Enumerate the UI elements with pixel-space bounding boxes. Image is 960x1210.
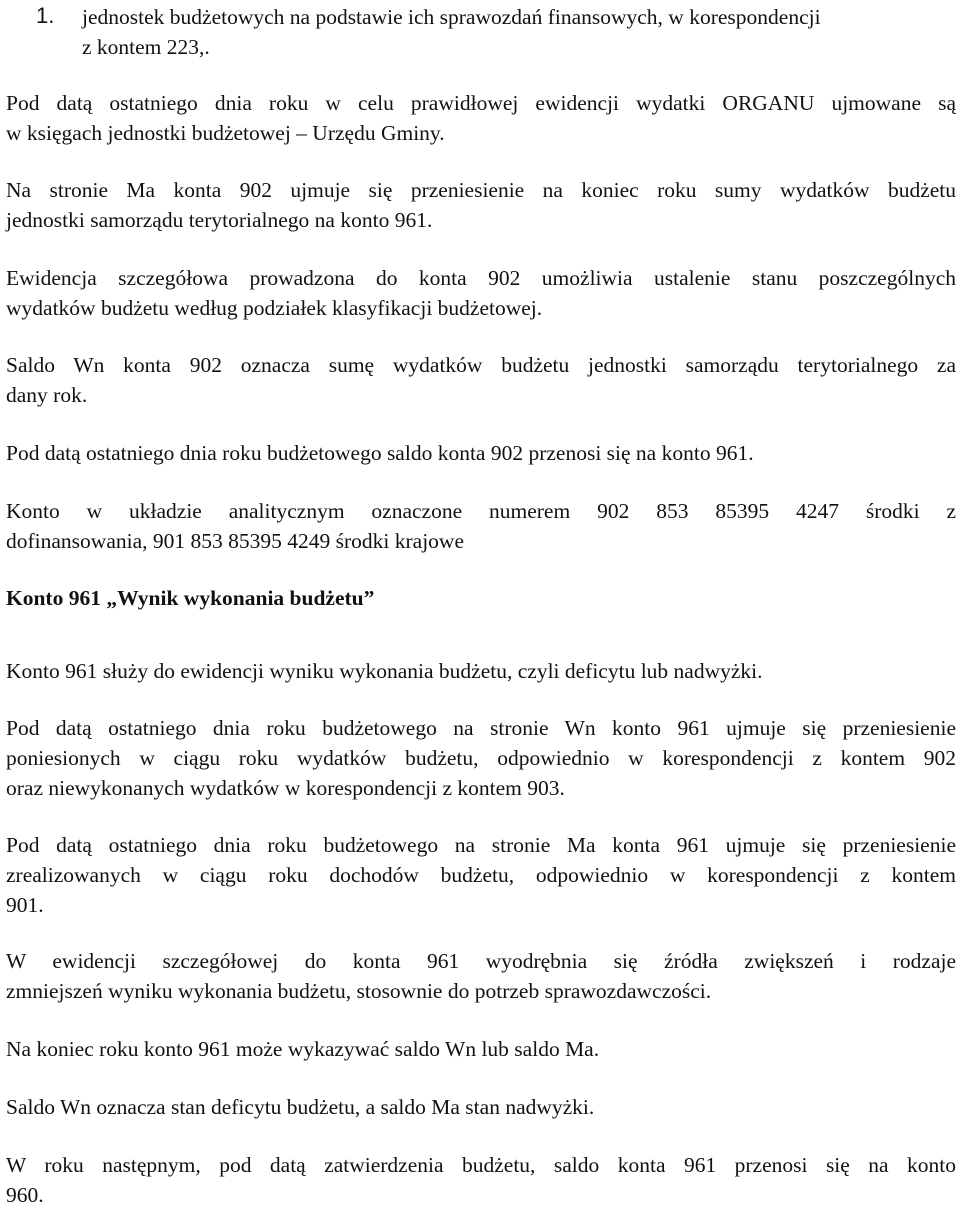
paragraph-organ-expenses xyxy=(6,88,956,148)
paragraph-konto-961-saldo xyxy=(6,1092,956,1122)
paragraph-line: Konto 961 służy do ewidencji wyniku wykonania budżetu, czyli deficytu lub nadwyżki. xyxy=(6,659,763,683)
paragraph-konto-961-wn xyxy=(6,713,956,803)
list-item-line-2: z kontem 223,. xyxy=(82,35,210,59)
list-number: 1. xyxy=(36,3,55,28)
paragraph-line: oraz niewykonanych wydatków w korespondencji z kontem 903. xyxy=(6,776,565,800)
list-item-line-1: jednostek budżetowych na podstawie ich sprawozdań finansowych, w korespondencji xyxy=(82,5,821,29)
paragraph-konto-902-transfer xyxy=(6,438,956,468)
paragraph-line: Na koniec roku konto 961 może wykazywać saldo Wn lub saldo Ma. xyxy=(6,1037,600,1061)
paragraph-line: 901. xyxy=(6,893,44,917)
paragraph-line: Pod datą ostatniego dnia roku w celu prawidłowej ewidencji wydatki ORGANU ujmowane są xyxy=(6,91,956,115)
paragraph-line: poniesionych w ciągu roku wydatków budżetu, odpowiednio w korespondencji z kontem 902 xyxy=(6,746,956,770)
paragraph-line: W roku następnym, pod datą zatwierdzenia budżetu, saldo konta 961 przenosi się na konto xyxy=(6,1153,956,1177)
paragraph-line: Pod datą ostatniego dnia roku budżetowego na stronie Wn konto 961 ujmuje się przeniesienie xyxy=(6,716,956,740)
paragraph-line: Konto w układzie analitycznym oznaczone numerem 902 853 85395 4247 środki z xyxy=(6,499,956,523)
paragraph-line: W ewidencji szczegółowej do konta 961 wyodrębnia się źródła zwiększeń i rodzaje xyxy=(6,949,956,973)
paragraph-line: Ewidencja szczegółowa prowadzona do konta 902 umożliwia ustalenie stanu poszczególnych xyxy=(6,266,956,290)
paragraph-konto-961-detail xyxy=(6,946,956,1006)
paragraph-konto-902-ma xyxy=(6,175,956,235)
paragraph-line: zrealizowanych w ciągu roku dochodów budżetu, odpowiednio w korespondencji z kontem xyxy=(6,863,956,887)
paragraph-line: zmniejszeń wyniku wykonania budżetu, stosownie do potrzeb sprawozdawczości. xyxy=(6,979,712,1003)
paragraph-konto-902-saldo xyxy=(6,350,956,410)
paragraph-konto-961-ma xyxy=(6,830,956,920)
paragraph-konto-961-transfer xyxy=(6,1150,956,1210)
paragraph-line: dofinansowania, 901 853 85395 4249 środki krajowe xyxy=(6,529,464,553)
paragraph-line: Pod datą ostatniego dnia roku budżetowego na stronie Ma konta 961 ujmuje się przeniesienie xyxy=(6,833,956,857)
paragraph-line: Pod datą ostatniego dnia roku budżetowego saldo konta 902 przenosi się na konto 961. xyxy=(6,441,754,465)
paragraph-line: Saldo Wn oznacza stan deficytu budżetu, a saldo Ma stan nadwyżki. xyxy=(6,1095,595,1119)
paragraph-line: 960. xyxy=(6,1183,44,1207)
section-heading: Konto 961 „Wynik wykonania budżetu” xyxy=(6,586,375,610)
paragraph-line: Na stronie Ma konta 902 ujmuje się przeniesienie na koniec roku sumy wydatków budżetu xyxy=(6,178,956,202)
paragraph-konto-961-year-end xyxy=(6,1034,956,1064)
paragraph-konto-902-detail xyxy=(6,263,956,323)
paragraph-konto-961-purpose xyxy=(6,656,956,686)
paragraph-line: dany rok. xyxy=(6,383,88,407)
paragraph-line: jednostki samorządu terytorialnego na konto 961. xyxy=(6,208,433,232)
paragraph-line: w księgach jednostki budżetowej – Urzędu Gminy. xyxy=(6,121,445,145)
paragraph-line: wydatków budżetu według podziałek klasyfikacji budżetowej. xyxy=(6,296,543,320)
paragraph-line: Saldo Wn konta 902 oznacza sumę wydatków budżetu jednostki samorządu terytorialnego za xyxy=(6,353,956,377)
paragraph-analytic-accounts xyxy=(6,496,956,556)
